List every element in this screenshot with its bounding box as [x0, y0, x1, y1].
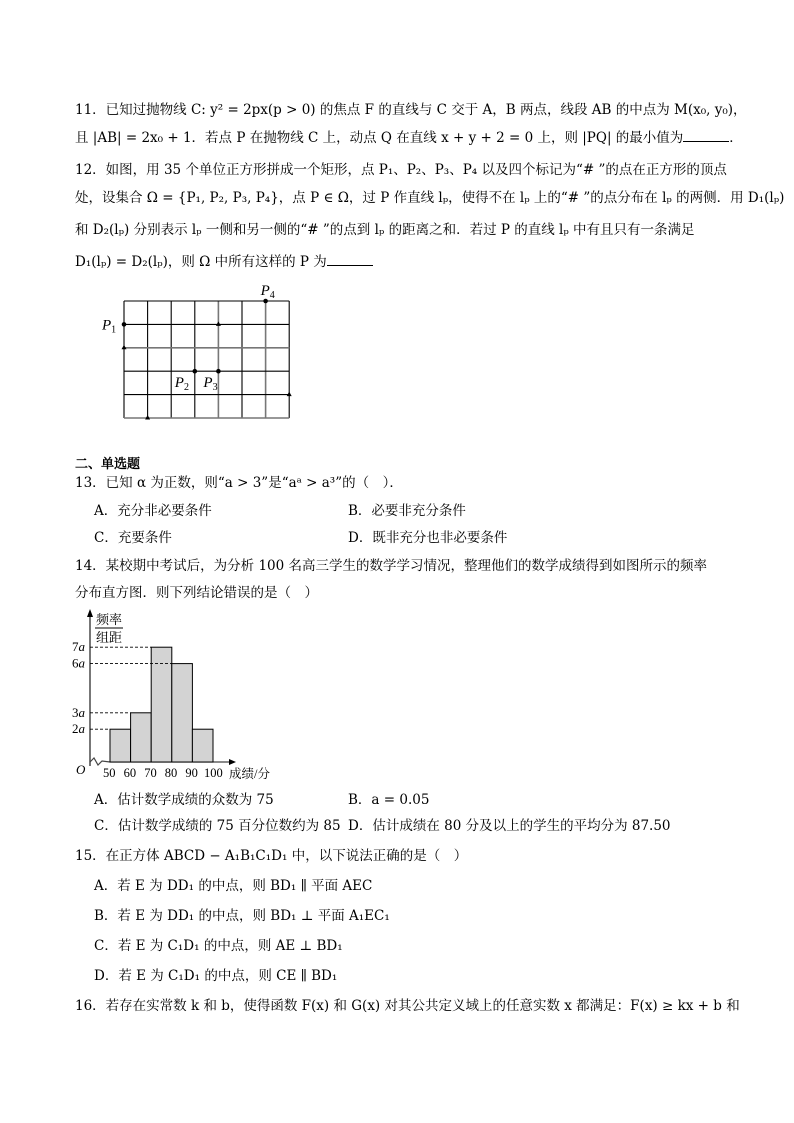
q12-line3: 和 D₂(lₚ) 分别表示 lₚ 一侧和另一侧的“# ”的点到 lₚ 的距离之和．若过 P 的直线 lₚ 中有且只有一条满足 [75, 222, 695, 238]
q15-option-d[interactable]: D．若 E 为 C₁D₁ 的中点，则 CE ∥ BD₁ [94, 968, 338, 984]
q14-line2: 分布直方图．则下列结论错误的是（ ） [75, 585, 318, 601]
y-tick-6a: 6a [72, 655, 85, 671]
q12-line1: 12．如图，用 35 个单位正方形拼成一个矩形，点 P₁、P₂、P₃、P₄ 以及四个标记为“# ”的点在正方形的顶点 [75, 162, 727, 178]
point-p3 [216, 369, 221, 374]
q11-line1: 11．已知过抛物线 C: y² = 2px(p > 0) 的焦点 F 的直线与 C 交于 A，B 两点，线段 AB 的中点为 M(x₀, y₀)， [75, 102, 747, 118]
x-tick-100: 100 [204, 766, 223, 780]
x-tick-80: 80 [164, 766, 178, 780]
origin-label: O [76, 762, 86, 777]
q15-option-b[interactable]: B．若 E 为 DD₁ 的中点，则 BD₁ ⊥ 平面 A₁EC₁ [94, 908, 390, 924]
point-label-p4: $P_4$ [260, 283, 275, 301]
q15-option-a[interactable]: A．若 E 为 DD₁ 的中点，则 BD₁ ∥ 平面 AEC [94, 878, 373, 894]
point-p2 [193, 369, 198, 374]
q14-line1: 14．某校期中考试后，为分析 100 名高三学生的数学学习情况，整理他们的数学成绩得到如图所示的频率 [75, 558, 708, 574]
histogram-bar-80-90 [172, 664, 193, 762]
q13-stem: 13．已知 α 为正数，则“a > 3”是“aᵃ > a³”的（ ）． [75, 475, 403, 491]
q12-line2: 处，设集合 Ω = {P₁, P₂, P₃, P₄}，点 P ∈ Ω，过 P 作直线 lₚ，使得不在 lₚ 上的“# ”的点分布在 lₚ 的两侧．用 D₁(lₚ) [75, 190, 785, 206]
q14-option-c[interactable]: C．估计数学成绩的 75 百分位数约为 85 [94, 818, 341, 834]
q14-option-d[interactable]: D．估计成绩在 80 分及以上的学生的平均分为 87.50 [348, 818, 671, 834]
y-label-denominator: 组距 [96, 630, 123, 645]
x-tick-70: 70 [144, 766, 157, 780]
q15-stem: 15．在正方体 ABCD − A₁B₁C₁D₁ 中，以下说法正确的是（ ） [75, 848, 468, 864]
q11-period: ． [729, 130, 743, 146]
x-tick-90: 90 [185, 766, 198, 780]
histogram-bar-90-100 [192, 729, 213, 762]
q14-option-b[interactable]: B．a = 0.05 [348, 792, 430, 808]
x-tick-50: 50 [103, 766, 116, 780]
q15-option-c[interactable]: C．若 E 为 C₁D₁ 的中点，则 AE ⊥ BD₁ [94, 938, 343, 954]
point-p4 [263, 299, 268, 304]
hash-mark-triangle-icon [216, 321, 221, 326]
q13-option-c[interactable]: C．充要条件 [94, 530, 172, 546]
histogram-bar-60-70 [131, 713, 152, 762]
q13-option-b[interactable]: B．必要非充分条件 [348, 503, 466, 519]
y-tick-3a: 3a [72, 704, 85, 720]
grid-figure [95, 276, 305, 426]
hash-mark-triangle-icon [287, 392, 292, 397]
point-label-p1: $P_1$ [102, 317, 117, 336]
q12-line4-text: D₁(lₚ) = D₂(lₚ)，则 Ω 中所有这样的 P 为 [75, 254, 327, 270]
y-tick-2a: 2a [72, 721, 85, 737]
q16-line1: 16．若存在实常数 k 和 b，使得函数 F(x) 和 G(x) 对其公共定义域上的任意实数 x 都满足：F(x) ≥ kx + b 和 [75, 998, 740, 1014]
answer-blank-q12[interactable] [327, 252, 373, 266]
section-title-single-choice: 二、单选题 [75, 457, 141, 472]
point-p1 [122, 322, 127, 327]
histogram-bar-50-60 [110, 729, 131, 762]
histogram-bar-70-80 [151, 647, 172, 762]
frequency-histogram [70, 605, 300, 785]
q13-option-a[interactable]: A．充分非必要条件 [94, 503, 212, 519]
point-label-p3: $P_3$ [203, 375, 218, 394]
q11-line2 [75, 128, 743, 148]
y-tick-7a: 7a [72, 639, 85, 655]
point-label-p2: $P_2$ [174, 375, 189, 394]
x-tick-60: 60 [123, 766, 137, 780]
q14-option-a[interactable]: A．估计数学成绩的众数为 75 [94, 792, 274, 808]
answer-blank-q11[interactable] [683, 128, 729, 142]
x-axis-arrow-icon [229, 759, 236, 765]
x-axis-label: 成绩/分 [229, 767, 270, 781]
y-axis-arrow-icon [87, 609, 93, 617]
q13-option-d[interactable]: D．既非充分也非必要条件 [348, 530, 508, 546]
q11-line2-text: 且 |AB| = 2x₀ + 1．若点 P 在抛物线 C 上，动点 Q 在直线 x + y + 2 = 0 上，则 |PQ| 的最小值为 [75, 130, 684, 146]
q12-line4 [75, 252, 373, 272]
y-label-numerator: 频率 [96, 612, 123, 627]
